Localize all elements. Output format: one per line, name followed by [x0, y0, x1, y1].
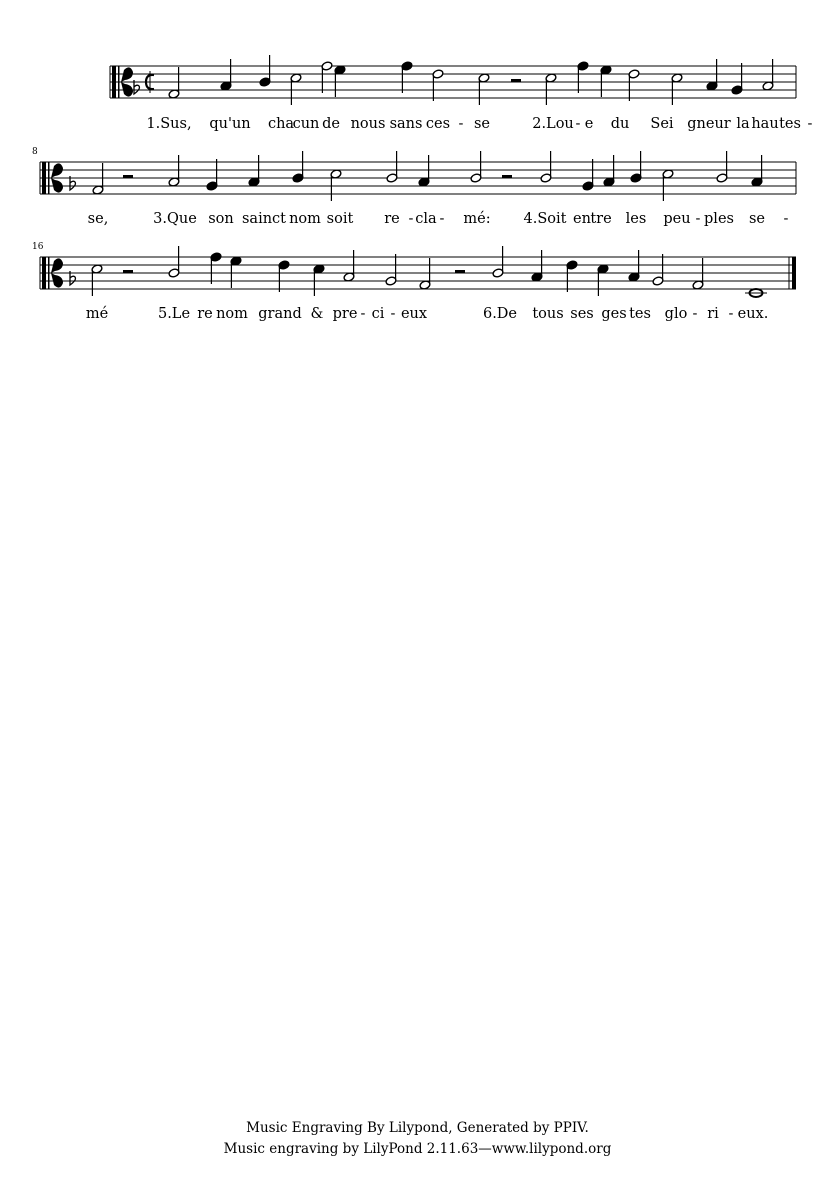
lyric-syllable: se: [748, 211, 766, 227]
half-note-icon: [492, 246, 504, 278]
lyric-syllable: gneur: [687, 116, 731, 132]
staff-3-notation: [0, 0, 835, 310]
half-note-icon: [419, 258, 431, 290]
lyric-syllable: -: [575, 116, 581, 132]
lyric-syllable: 4.Soit: [523, 211, 567, 227]
lyric-syllable: 6.De: [482, 306, 518, 322]
lyric-syllable: 1.Sus,: [146, 116, 192, 132]
lyric-syllable: se,: [87, 211, 109, 227]
lyric-syllable: hau: [751, 116, 779, 132]
lyric-syllable: -: [390, 306, 396, 322]
lyric-syllable: cun: [292, 116, 320, 132]
lyric-syllable: re: [384, 211, 400, 227]
lyric-syllable: eux.: [737, 306, 769, 322]
quarter-note-icon: [210, 252, 222, 284]
lyric-syllable: -: [458, 116, 464, 132]
footer-credit-1: Music Engraving By Lilypond, Generated by PPIV.: [246, 1120, 589, 1136]
lyric-syllable: -: [807, 116, 813, 132]
quarter-note-icon: [313, 264, 325, 296]
lyric-syllable: 5.Le: [157, 306, 191, 322]
half-note-icon: [343, 250, 355, 282]
quarter-note-icon: [531, 250, 543, 282]
lyric-syllable: en: [573, 211, 591, 227]
lyric-syllable: re: [197, 306, 213, 322]
half-note-icon: [692, 258, 704, 290]
half-rest-icon: [455, 270, 465, 273]
lyric-syllable: du: [610, 116, 630, 132]
quarter-note-icon: [566, 260, 578, 292]
lyric-syllable: -: [360, 306, 366, 322]
lyric-syllable: mé:: [463, 211, 491, 227]
quarter-note-icon: [278, 260, 290, 292]
half-note-icon: [168, 246, 180, 278]
bar-number: 8: [32, 147, 38, 157]
lyric-syllable: ces: [425, 116, 451, 132]
lyric-syllable: mé: [85, 306, 109, 322]
lyric-syllable: -: [439, 211, 445, 227]
lyric-syllable: de: [322, 116, 340, 132]
lyric-syllable: Sei: [650, 116, 674, 132]
lyric-syllable: -: [692, 306, 698, 322]
lyric-syllable: cha: [267, 116, 295, 132]
quarter-note-icon: [628, 250, 640, 282]
lyric-syllable: grand: [258, 306, 302, 322]
lyric-syllable: 2.Lou: [532, 116, 574, 132]
lyric-syllable: 3.Que: [153, 211, 197, 227]
quarter-note-icon: [230, 256, 242, 288]
lyric-syllable: ri: [707, 306, 719, 322]
lyric-syllable: les: [625, 211, 647, 227]
half-note-icon: [652, 254, 664, 286]
lyric-syllable: ges: [601, 306, 627, 322]
lyric-syllable: -: [783, 211, 789, 227]
lyric-syllable: -: [695, 211, 701, 227]
lyric-syllable: &: [310, 306, 324, 322]
lyric-syllable: pre: [332, 306, 358, 322]
lyric-syllable: -: [408, 211, 414, 227]
lyric-syllable: tre: [590, 211, 612, 227]
lyric-syllable: e: [584, 116, 594, 132]
lyric-syllable: cla: [415, 211, 437, 227]
lyric-syllable: eux: [400, 306, 428, 322]
footer-credit-2: Music engraving by LilyPond 2.11.63—www.lilypond.org: [223, 1141, 612, 1157]
half-note-icon: [385, 254, 397, 286]
lyric-syllable: sainct: [241, 211, 287, 227]
lyric-syllable: tous: [532, 306, 564, 322]
bar-number: 16: [32, 242, 44, 252]
lyric-syllable: tes: [629, 306, 651, 322]
lyric-syllable: nom: [216, 306, 248, 322]
lyric-syllable: tes: [779, 116, 801, 132]
lyric-syllable: sans: [389, 116, 423, 132]
lyric-syllable: nous: [350, 116, 386, 132]
lyric-syllable: la: [736, 116, 750, 132]
lyric-syllable: qu'un: [209, 116, 251, 132]
lyric-syllable: son: [208, 211, 234, 227]
lyric-syllable: se: [473, 116, 491, 132]
lyric-syllable: soit: [326, 211, 354, 227]
lyric-syllable: nom: [289, 211, 321, 227]
half-rest-icon: [123, 270, 133, 273]
lyric-syllable: ples: [704, 211, 734, 227]
lyric-syllable: ci: [371, 306, 385, 322]
quarter-note-icon: [597, 264, 609, 296]
lyric-syllable: -: [728, 306, 734, 322]
lyric-syllable: peu: [663, 211, 691, 227]
half-note-icon: [91, 264, 103, 296]
lyric-syllable: ses: [570, 306, 594, 322]
lyrics-line-3: [0, 306, 835, 326]
lyric-syllable: glo: [664, 306, 688, 322]
